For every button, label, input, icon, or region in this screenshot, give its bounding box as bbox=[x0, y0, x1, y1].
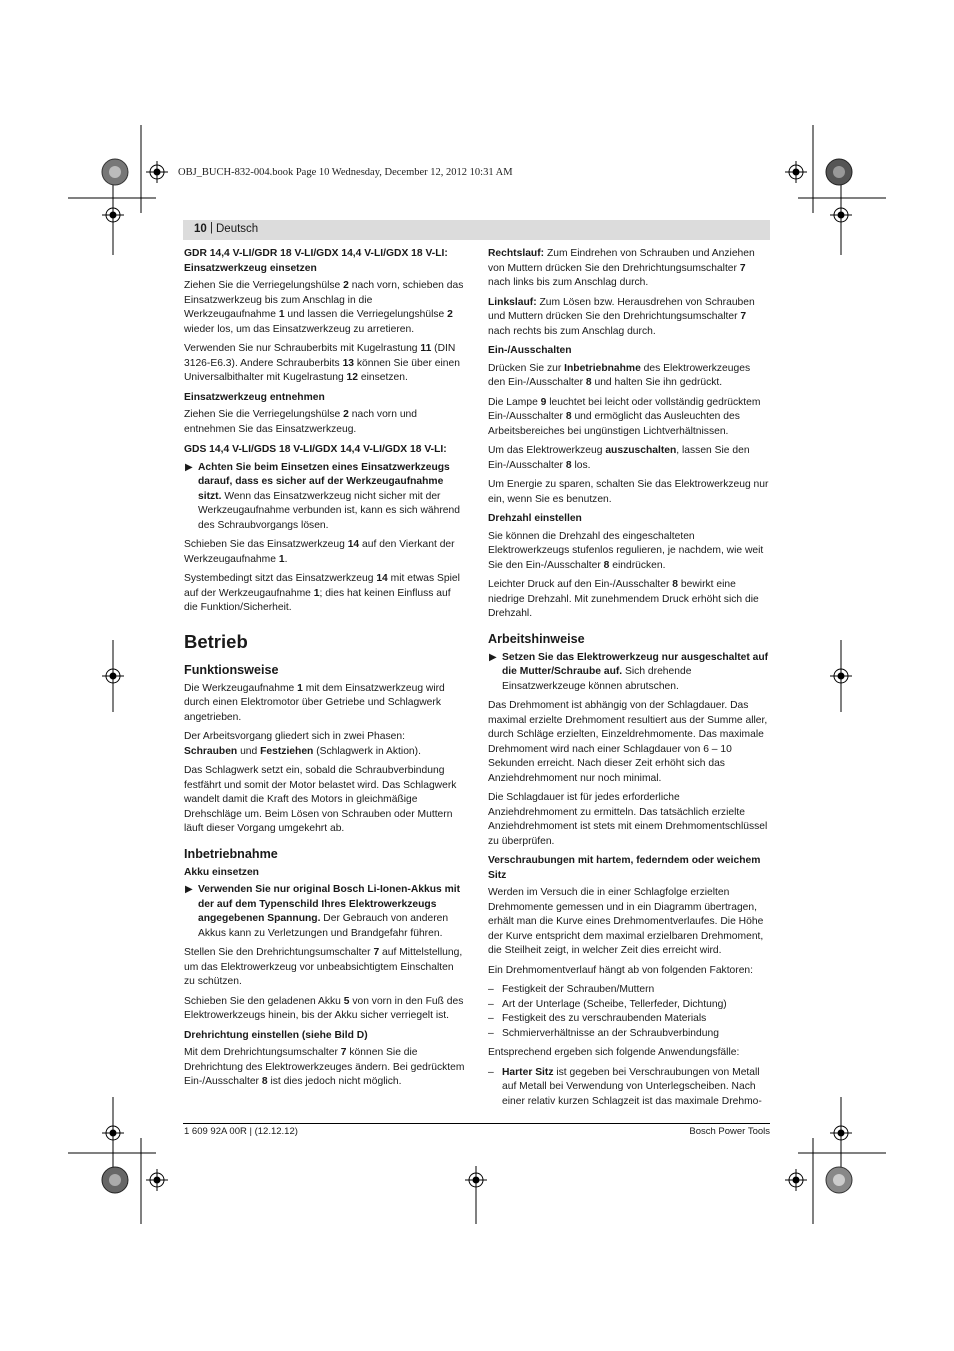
triangle-arrow-icon: ▶ bbox=[185, 461, 193, 473]
paragraph: Um das Elektrowerkzeug auszuschalten, lassen Sie den Ein-/Ausschalter 8 los. bbox=[488, 445, 750, 471]
language-label: Deutsch bbox=[216, 223, 259, 235]
file-slug: OBJ_BUCH-832-004.book Page 10 Wednesday, December 12, 2012 10:31 AM bbox=[178, 167, 513, 178]
header-separator: | bbox=[210, 222, 213, 234]
paragraph: Ein Drehmomentverlauf hängt ab von folgenden Faktoren: bbox=[488, 964, 754, 976]
list-item: – Harter Sitz ist gegeben bei Verschraubungen von Metall auf Metall bei Verwendung von Unterlegscheiben. Nach einer relativ kurzen Schlagzeit ist das maximale Drehmo- bbox=[488, 1066, 762, 1107]
paragraph: Rechtslauf: Zum Eindrehen von Schrauben und Anziehen von Muttern drücken Sie den Drehrichtungsumschalter 7 nach links bis zum Anschlag durch. bbox=[488, 248, 755, 288]
paragraph: Der Arbeitsvorgang gliedert sich in zwei Phasen: Schrauben und Festziehen (Schlagwerk in Aktion). bbox=[184, 731, 421, 757]
paragraph: Um Energie zu sparen, schalten Sie das Elektrowerkzeug nur ein, wenn Sie es benutzen. bbox=[488, 479, 769, 505]
section-title-ein-aus: Ein-/Ausschalten bbox=[488, 345, 572, 356]
paragraph: Ziehen Sie die Verriegelungshülse 2 nach vorn, schieben das Einsatzwerkzeug bis zum Anschlag in die Werkzeugaufnahme 1 und lassen die Verriegelungshülse 2 wieder los, um das Einsatzwerkzeug zu arretieren. bbox=[184, 280, 464, 335]
paragraph: Entsprechend ergeben sich folgende Anwendungsfälle: bbox=[488, 1047, 740, 1058]
section-title-drehrichtung: Drehrichtung einstellen (siehe Bild D) bbox=[184, 1029, 368, 1041]
heading-betrieb: Betrieb bbox=[184, 630, 248, 652]
warning-note: ▶ Setzen Sie das Elektrowerkzeug nur ausgeschaltet auf die Mutter/Schraube auf. Sich drehende Einsatzwerkzeuge können abrutschen. bbox=[489, 651, 769, 692]
factor-list bbox=[488, 983, 769, 1041]
right-column bbox=[488, 247, 769, 1114]
warning-note: ▶ Achten Sie beim Einsetzen eines Einsatzwerkzeugs darauf, dass es sicher auf der Werkzeugaufnahme sitzt. Wenn das Einsatzwerkzeug nicht sicher mit der Werkzeugaufnahme verbunden ist, kann es sich während des Schraubvorgangs lösen. bbox=[185, 461, 460, 531]
section-title-verschraubungen: Verschraubungen mit hartem, federndem oder weichem Sitz bbox=[488, 855, 761, 881]
heading-funktionsweise: Funktionsweise bbox=[184, 662, 279, 677]
paragraph: Das Drehmoment ist abhängig von der Schlagdauer. Das maximal erzielte Drehmoment resultiert aus der Summe aller, durch Schläge erzielten, Einzeldrehmomente. Das maximale Drehmoment wird nach einer Schlagdauer von 6 – 10 Sekunden erreicht. Nach dieser Zeit erhöht sich das Anziehdrehmoment nur noch minimal. bbox=[488, 700, 768, 784]
page-header-bar bbox=[183, 220, 770, 240]
paragraph: Verwenden Sie nur Schrauberbits mit Kugelrastung 11 (DIN 3126-E6.3). Andere Schrauberbits 13 können Sie über einen Universalbithalter mit Kugelrastung 12 einsetzen. bbox=[184, 343, 460, 383]
triangle-arrow-icon: ▶ bbox=[489, 651, 497, 663]
section-title-gdr: GDR 14,4 V-LI/GDR 18 V-LI/GDX 14,4 V-LI/GDX 18 V-LI: Einsatzwerkzeug einsetzen bbox=[184, 248, 448, 274]
heading-arbeitshinweise: Arbeitshinweise bbox=[488, 631, 585, 646]
section-title-entnehmen: Einsatzwerkzeug entnehmen bbox=[184, 391, 325, 403]
section-title-gds: GDS 14,4 V-LI/GDS 18 V-LI/GDX 14,4 V-LI/GDX 18 V-LI: bbox=[184, 444, 447, 455]
page-number: 10 bbox=[194, 223, 207, 235]
triangle-arrow-icon: ▶ bbox=[185, 884, 193, 895]
application-list bbox=[488, 1066, 769, 1110]
paragraph: Leichter Druck auf den Ein-/Ausschalter 8 bewirkt eine niedrige Drehzahl. Mit zunehmendem Druck erhöht sich die Drehzahl. bbox=[488, 579, 759, 619]
paragraph: Mit dem Drehrichtungsumschalter 7 können Sie die Drehrichtung des Elektrowerkzeuges ändern. Bei gedrücktem Ein-/Ausschalter 8 ist dies jedoch nicht möglich. bbox=[184, 1047, 465, 1087]
paragraph: Sie können die Drehzahl des eingeschalteten Elektrowerkzeugs stufenlos regulieren, je nachdem, wie weit Sie den Ein-/Ausschalter 8 eindrücken. bbox=[488, 530, 764, 571]
paragraph: Die Lampe 9 leuchtet bei leicht oder vollständig gedrücktem Ein-/Ausschalter 8 und ermöglicht das Ausleuchten des Arbeitsbereiches bei ungünstigen Lichtverhältnissen. bbox=[488, 396, 761, 437]
left-column bbox=[184, 247, 467, 1095]
paragraph: Systembedingt sitzt das Einsatzwerkzeug 14 mit etwas Spiel auf der Werkzeugaufnahme 1; dies hat keinen Einfluss auf die Funktion/Sicherheit. bbox=[184, 573, 460, 613]
footer-rule bbox=[183, 1123, 770, 1124]
heading-inbetriebnahme: Inbetriebnahme bbox=[184, 846, 278, 861]
section-title-drehzahl: Drehzahl einstellen bbox=[488, 513, 582, 524]
paragraph: Linkslauf: Zum Lösen bzw. Herausdrehen von Schrauben und Muttern drücken Sie den Drehrichtungsumschalter 7 nach rechts bis zum Anschlag durch. bbox=[488, 296, 755, 337]
footer-brand: Bosch Power Tools bbox=[689, 1126, 770, 1137]
warning-note: ▶ Verwenden Sie nur original Bosch Li-Ionen-Akkus mit der auf dem Typenschild Ihres Elektrowerkzeugs angegebenen Spannung. Der Gebrauch von anderen Akkus kann zu Verletzungen und Brandgefahr führen. bbox=[185, 884, 461, 939]
paragraph: Schieben Sie das Einsatzwerkzeug 14 auf den Vierkant der Werkzeugaufnahme 1. bbox=[184, 539, 455, 565]
paragraph: Drücken Sie zur Inbetriebnahme des Elektrowerkzeuges den Ein-/Ausschalter 8 und halten Sie ihn gedrückt. bbox=[488, 362, 751, 388]
paragraph: Das Schlagwerk setzt ein, sobald die Schraubverbindung festfährt und somit der Motor belastet wird. Das Schlagwerk wandelt damit die Kraft des Motors in gleichmäßige Drehschläge um. Beim Lösen von Schrauben oder Muttern läuft dieser Vorgang umgekehrt ab. bbox=[184, 765, 457, 834]
paragraph: Ziehen Sie die Verriegelungshülse 2 nach vorn und entnehmen Sie das Einsatzwerkzeug. bbox=[184, 409, 417, 435]
footer-doc-id: 1 609 92A 00R | (12.12.12) bbox=[184, 1126, 298, 1137]
list-item: – Festigkeit der Schrauben/Muttern bbox=[488, 984, 655, 995]
paragraph: Die Schlagdauer ist für jedes erforderliche Anziehdrehmoment zu ermitteln. Das tatsächlich erzielte Anziehdrehmoment ist stets mit einem Drehmomentschlüssel zu überprüfen. bbox=[488, 792, 768, 847]
paragraph: Die Werkzeugaufnahme 1 mit dem Einsatzwerkzeug wird durch einen Elektromotor über Getriebe und Schlagwerk angetrieben. bbox=[184, 682, 445, 723]
section-title-akku: Akku einsetzen bbox=[184, 866, 259, 878]
paragraph: Stellen Sie den Drehrichtungsumschalter 7 auf Mittelstellung, um das Elektrowerkzeug vor unbeabsichtigtem Einschalten zu schützen. bbox=[184, 947, 463, 987]
paragraph: Schieben Sie den geladenen Akku 5 von vorn in den Fuß des Elektrowerkzeugs hinein, bis der Akku sicher verriegelt ist. bbox=[184, 995, 464, 1021]
list-item: – Schmierverhältnisse an der Schraubverbindung bbox=[488, 1027, 719, 1039]
list-item: – Festigkeit des zu verschraubenden Materials bbox=[488, 1013, 707, 1024]
paragraph: Werden im Versuch die in einer Schlagfolge erzielten Drehmomente gemessen und in ein Diagramm übertragen, erhält man die Kurve eines Drehmomentverlaufes. Die Höhe der Kurve entspricht dem maximal erzielbaren Drehmoment, die Steilheit zeigt, in welcher Zeit dies erreicht wird. bbox=[488, 887, 764, 956]
list-item: – Art der Unterlage (Scheibe, Tellerfeder, Dichtung) bbox=[488, 998, 727, 1010]
